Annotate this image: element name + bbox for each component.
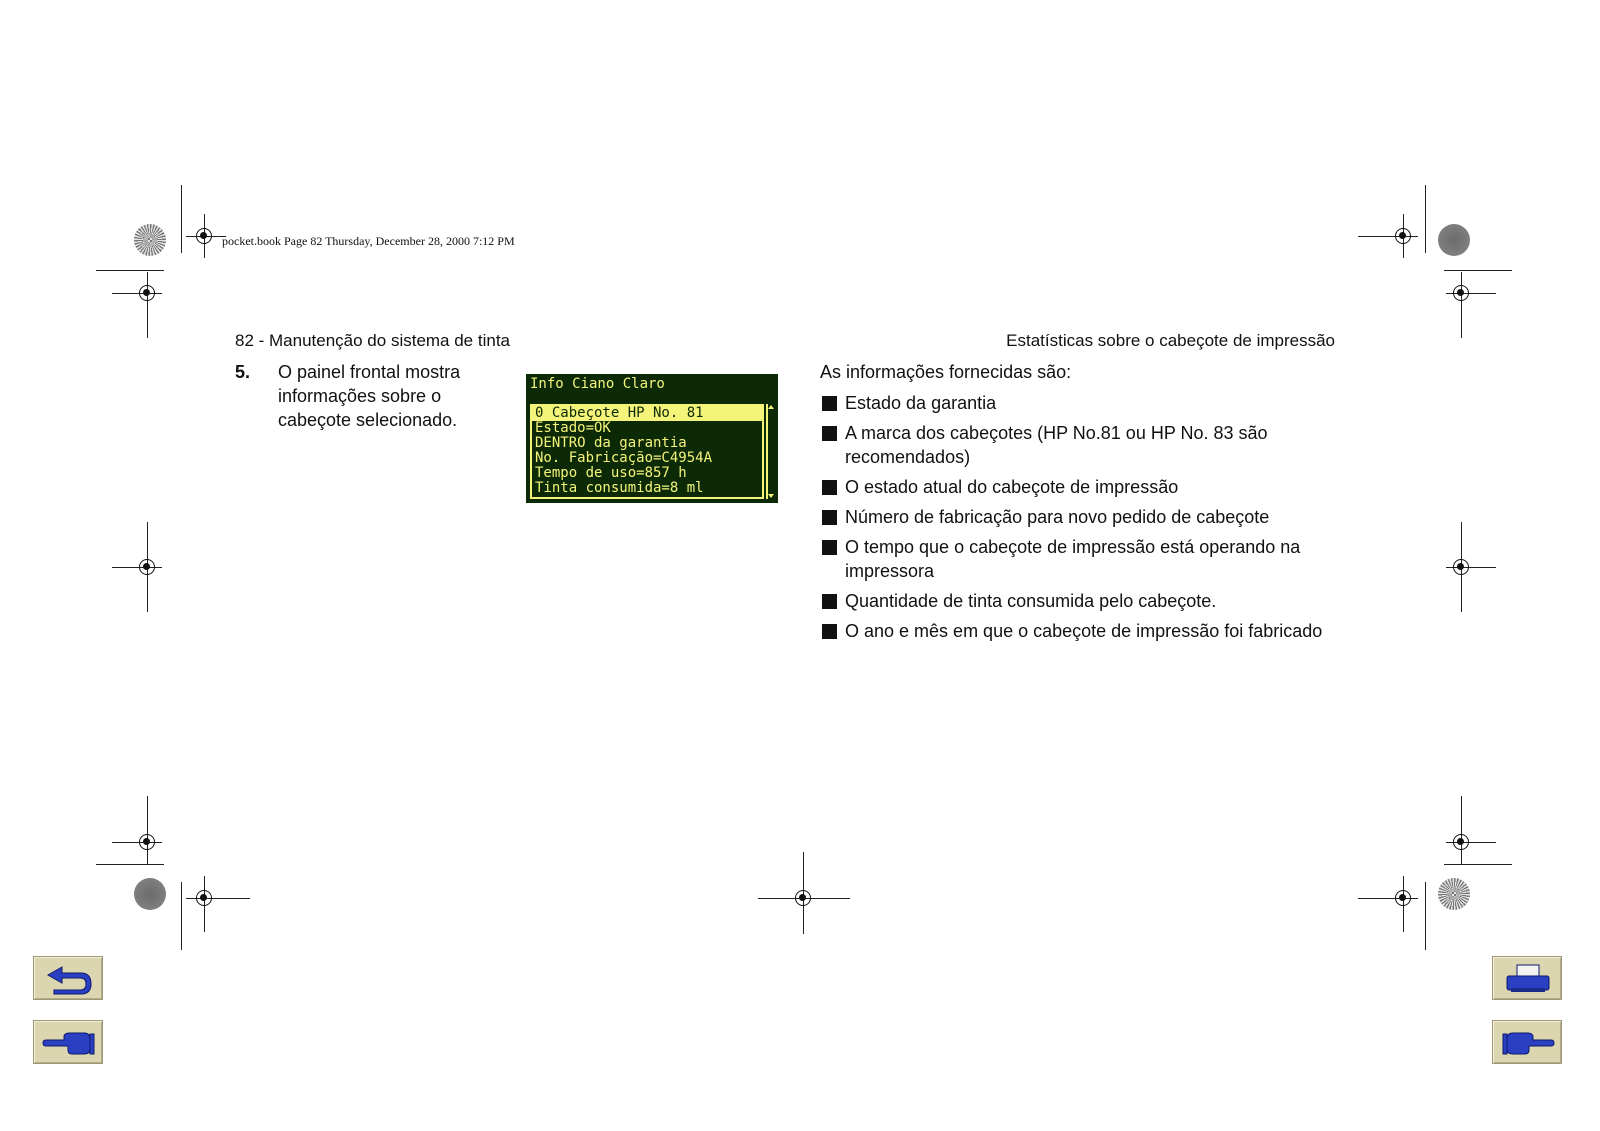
list-item bbox=[820, 475, 1380, 499]
crop-line bbox=[1444, 270, 1512, 271]
hand-pointing-left-icon bbox=[34, 1021, 104, 1065]
crop-line bbox=[96, 270, 164, 271]
crop-line bbox=[1425, 185, 1426, 253]
registration-mark-icon bbox=[139, 559, 155, 575]
list-item bbox=[820, 535, 1380, 583]
sunburst-disk-bottom-right bbox=[1438, 878, 1470, 910]
info-bullet-list bbox=[820, 391, 1380, 649]
crop-line bbox=[147, 272, 148, 338]
next-page-button[interactable] bbox=[1492, 1020, 1562, 1064]
previous-page-button[interactable] bbox=[33, 1020, 103, 1064]
square-bullet-icon bbox=[822, 624, 837, 639]
crop-line bbox=[1425, 882, 1426, 950]
list-item-text: Número de fabricação para novo pedido de cabeçote bbox=[845, 507, 1270, 527]
registration-mark-icon bbox=[196, 890, 212, 906]
scroll-up-arrow-icon bbox=[768, 405, 774, 409]
lcd-row: No. Fabricação=C4954A bbox=[535, 450, 713, 466]
chapter-header: 82 - Manutenção do sistema de tinta bbox=[235, 331, 510, 350]
list-item bbox=[820, 505, 1380, 529]
crop-line bbox=[1461, 272, 1462, 338]
registration-mark-icon bbox=[1395, 890, 1411, 906]
lcd-title: Info Ciano Claro bbox=[530, 376, 665, 392]
lcd-row: Tempo de uso=857 h bbox=[535, 465, 687, 481]
list-item bbox=[820, 391, 1380, 415]
lcd-row: 0 Cabeçote HP No. 81 bbox=[532, 406, 762, 421]
list-item bbox=[820, 421, 1380, 469]
crop-line bbox=[181, 185, 182, 253]
scroll-down-arrow-icon bbox=[768, 494, 774, 498]
section-header: Estatísticas sobre o cabeçote de impressão bbox=[1006, 331, 1335, 350]
print-button[interactable] bbox=[1492, 956, 1562, 1000]
crop-line bbox=[181, 882, 182, 950]
crop-line bbox=[96, 864, 164, 865]
info-intro: As informações fornecidas são: bbox=[820, 362, 1072, 382]
registration-mark-icon bbox=[139, 834, 155, 850]
solid-disk-top-right bbox=[1438, 224, 1470, 256]
list-item-text: O tempo que o cabeçote de impressão está operando na impressora bbox=[845, 537, 1301, 581]
hand-pointing-right-icon bbox=[1493, 1021, 1563, 1065]
list-item bbox=[820, 589, 1380, 613]
registration-mark-icon bbox=[1453, 559, 1469, 575]
registration-mark-icon bbox=[1453, 834, 1469, 850]
list-item-text: A marca dos cabeçotes (HP No.81 ou HP No. 83 são recomendados) bbox=[845, 423, 1268, 467]
lcd-row: DENTRO da garantia bbox=[535, 435, 687, 451]
front-panel-display bbox=[526, 374, 778, 503]
list-item-text: O ano e mês em que o cabeçote de impressão foi fabricado bbox=[845, 621, 1323, 641]
square-bullet-icon bbox=[822, 594, 837, 609]
lcd-row: Estado=OK bbox=[535, 420, 611, 436]
lcd-row: Tinta consumida=8 ml bbox=[535, 480, 704, 496]
crop-line bbox=[147, 796, 148, 864]
square-bullet-icon bbox=[822, 426, 837, 441]
registration-mark-icon bbox=[1453, 285, 1469, 301]
pocket-book-info: pocket.book Page 82 Thursday, December 28, 2000 7:12 PM bbox=[222, 234, 515, 248]
list-item-text: O estado atual do cabeçote de impressão bbox=[845, 477, 1179, 497]
registration-mark-icon bbox=[139, 285, 155, 301]
square-bullet-icon bbox=[822, 510, 837, 525]
step-text: O painel frontal mostra informações sobre o cabeçote selecionado. bbox=[278, 362, 461, 430]
square-bullet-icon bbox=[822, 396, 837, 411]
solid-disk-bottom-left bbox=[134, 878, 166, 910]
list-item-text: Estado da garantia bbox=[845, 393, 997, 413]
lcd-scrollbar bbox=[766, 404, 774, 499]
registration-mark-icon bbox=[196, 228, 212, 244]
back-button[interactable] bbox=[33, 956, 103, 1000]
square-bullet-icon bbox=[822, 540, 837, 555]
registration-mark-icon bbox=[1395, 228, 1411, 244]
printer-icon bbox=[1493, 957, 1563, 1001]
registration-mark-icon bbox=[795, 890, 811, 906]
list-item-text: Quantidade de tinta consumida pelo cabeçote. bbox=[845, 591, 1217, 611]
crop-line bbox=[1444, 864, 1512, 865]
sunburst-disk-top-left bbox=[134, 224, 166, 256]
lcd-list bbox=[530, 404, 764, 499]
step-number: 5. bbox=[235, 362, 251, 382]
list-item bbox=[820, 619, 1380, 643]
square-bullet-icon bbox=[822, 480, 837, 495]
crop-line bbox=[1461, 796, 1462, 864]
back-arrow-icon bbox=[34, 957, 104, 1001]
